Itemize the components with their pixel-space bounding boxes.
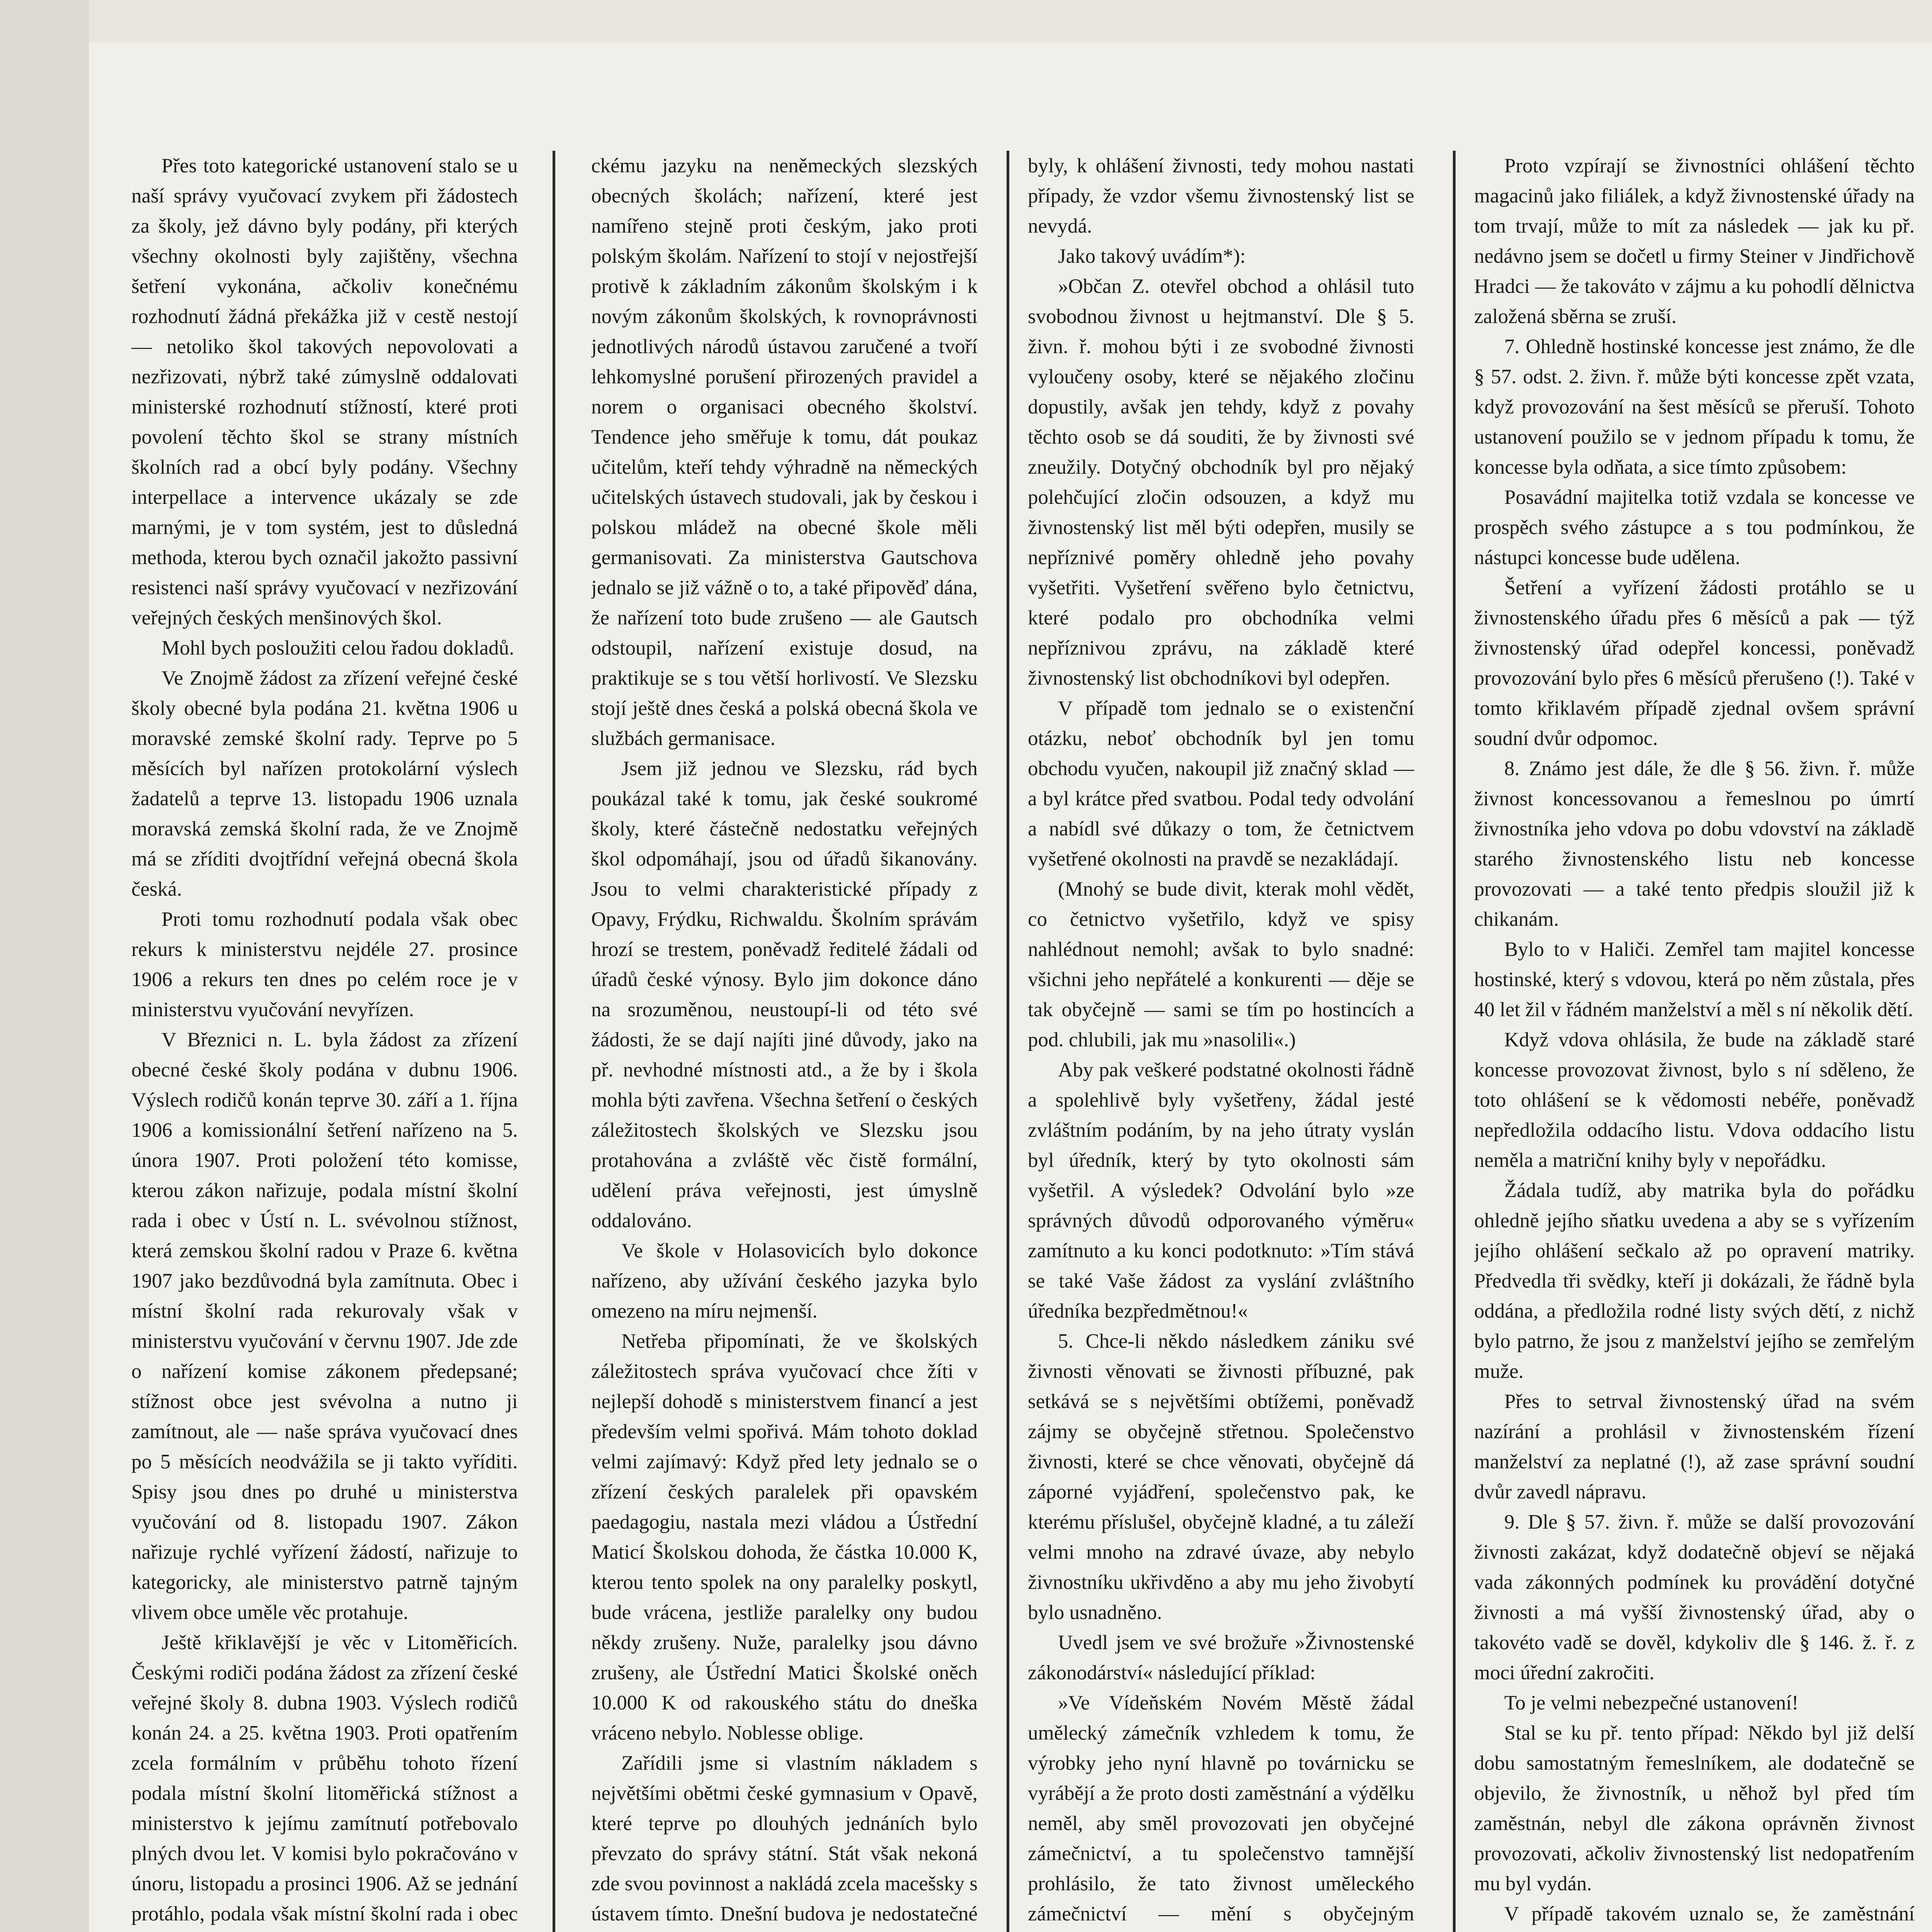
paragraph: Stal se ku př. tento případ: Někdo byl již delší dobu samostatným řemeslníkem, ale dodatečně se objevilo, že živnostník, u něhož byl před tím zaměstnán, nebyl dle zákona oprávněn živnost provozovati, ačkoliv živnostenský list nedopatřením mu byl vydán. xyxy=(1474,1722,1915,1895)
column-3 xyxy=(1028,151,1414,1932)
paragraph: 7. Ohledně hostinské koncesse jest známo, že dle § 57. odst. 2. živn. ř. může býti koncesse zpět vzata, když provozování na šest měsíců se přeruší. Tohoto ustanovení použilo se v jednom případu k tomu, že koncesse byla odňata, a sice tímto způsobem: xyxy=(1474,335,1915,478)
paragraph: Ve škole v Holasovicích bylo dokonce nařízeno, aby užívání českého jazyka bylo omezeno na míru nejmenší. xyxy=(591,1240,978,1322)
column-2 xyxy=(591,151,978,1932)
column-4 xyxy=(1474,151,1915,1932)
paragraph: byly, k ohlášení živnosti, tedy mohou nastati případy, že vzdor všemu živnostenský list se nevydá. xyxy=(1028,155,1414,237)
paragraph: V Březnici n. L. byla žádost za zřízení obecné české školy podána v dubnu 1906. Výslech rodičů konán teprve 30. září a 1. října 1906 a komissionální šetření nařízeno na 5. února 1907. Proti položení této komisse, kterou zákon nařizuje, podala místní školní rada i obec v Ústí n. L. svévolnou stížnost, která zemskou školní radou v Praze 6. května 1907 jako bezdůvodná byla zamítnuta. Obec i místní školní rada rekurovaly však v ministerstvu vyučování v červnu 1907. Jde zde o nařízení komise zákonem předepsané; stížnost obce jest svévolna a nutno ji zamítnout, ale — naše správa vyučovací dnes po 5 měsících neodvážila se ji takto vyříditi. Spisy jsou dnes po druhé u ministerstva vyučování od 8. listopadu 1907. Zákon nařizuje rychlé vyřízení žádostí, nařizuje to kategoricky, ale ministerstvo patrně tajným vlivem obce uměle věc protahuje. xyxy=(131,1029,518,1624)
paragraph: To je velmi nebezpečné ustanovení! xyxy=(1504,1692,1799,1714)
paragraph: Jsem již jednou ve Slezsku, rád bych poukázal také k tomu, jak české soukromé školy, které částečně nedostatku veřejných škol odpomáhají, jsou od úřadů šikanovány. Jsou to velmi charakteristické případy z Opavy, Frýdku, Richwaldu. Školním správám hrozí se trestem, poněvadž ředitelé žádali od úřadů české výnosy. Bylo jim dokonce dáno na srozuměnou, neustoupí-li od této své žádosti, že se dají najíti jiné důvody, jako na př. nevhodné místnosti atd., a že by i škola mohla býti zavřena. Všechna šetření o českých záležitostech školských ve Slezsku jsou protahována a zvláště věc čistě formální, udělení práva veřejnosti, jest úmyslně oddalováno. xyxy=(591,757,978,1232)
column-1 xyxy=(131,151,518,1932)
page-edge-top xyxy=(0,0,1932,43)
paragraph: Žádala tudíž, aby matrika byla do pořádku ohledně jejího sňatku uvedena a aby se s vyřízením jejího ohlášení sečkalo až po opravení matriky. Předvedla tři svědky, kteří ji dokázali, že řádně byla oddána, a předložila rodné listy svých dětí, z nichž bylo patrno, že jsou z manželství jejího se zemřelým muže. xyxy=(1474,1179,1915,1383)
paragraph: Aby pak veškeré podstatné okolnosti řádně a spolehlivě byly vyšetřeny, žádal jesté zvláštním podáním, by na jeho útraty vyslán byl úředník, který by tyto okolnosti sám vyšetřil. A výsledek? Odvolání bylo »ze správných důvodů odporovaného výměru« zamítnuto a ku konci podotknuto: »Tím stává se také Vaše žádost za vyslání zvláštního úředníka bezpředmětnou!« xyxy=(1028,1059,1414,1322)
paragraph: Posavádní majitelka totiž vzdala se koncesse ve prospěch svého zástupce a s tou podmínkou, že nástupci koncesse bude udělena. xyxy=(1474,486,1915,569)
paragraph: Proto vzpírají se živnostníci ohlášení těchto magacinů jako filiálek, a když živnostenské úřady na tom trvají, může to mít za následek — jak ku př. nedávno jsem se dočetl u firmy Steiner v Jindřichově Hradci — že takováto v zájmu a ku pohodlí dělnictva založená sběrna se zruší. xyxy=(1474,155,1915,328)
paragraph: 8. Známo jest dále, že dle § 56. živn. ř. může živnost koncessovanou a řemeslnou po úmrtí živnostníka jeho vdova po dobu vdovství na základě starého živnostenského listu neb koncesse provozovati — a také tento předpis sloužil již k chikanám. xyxy=(1474,757,1915,930)
paragraph: Proti tomu rozhodnutí podala však obec rekurs k ministerstvu nejdéle 27. prosince 1906 a rekurs ten dnes po celém roce je v ministerstvu vyučování nevyřízen. xyxy=(131,908,518,1021)
paragraph: »Ve Vídeňském Novém Městě žádal umělecký zámečník vzhledem k tomu, že výrobky jeho nyní hlavně po továrnicku se vyrábějí a že proto dosti zaměstnání a výdělku neměl, aby směl provozovati jen obyčejné zámečnictví, a tu společenstvo tamnější prohlásilo, že tato živnost uměleckého zámečnictví — mění s obyčejným xyxy=(1028,1692,1414,1925)
paragraph: Zařídili jsme si vlastním nákladem s největšími obětmi české gymnasium v Opavě, které teprve po dlouhých jednáních bylo převzato do správy státní. Stát však nekoná zde svou povinnost a nakládá zcela macešsky s ústavem tímto. Dnešní budova je nedostatečné xyxy=(591,1752,978,1925)
paragraph: Uvedl jsem ve své brožuře »Živnostenské zákonodárství« následující příklad: xyxy=(1028,1631,1414,1684)
paragraph: Přes toto kategorické ustanovení stalo se u naší správy vyučovací zvykem při žádostech za školy, jež dávno byly podány, při kterých všechny okolnosti byly zajištěny, všechna šetření vykonána, ačkoliv konečnému rozhodnutí žádná překážka již v cestě nestojí — netoliko škol takových nepovolovati a nezřizovati, nýbrž také zúmyslně oddalovati ministerské rozhodnutí stížností, které proti povolení těchto škol se strany místních školních rad a obcí byly podány. Všechny interpellace a intervence ukázaly se zde marnými, je v tom systém, jest to důsledná methoda, kterou bych označil jakožto passivní resistenci naší správy vyučovací v nezřizování veřejných českých menšinových škol. xyxy=(131,155,518,629)
paragraph: Přes to setrval živnostenský úřad na svém nazírání a prohlásil v živnostenském řízení manželství za neplatné (!), až zase správní soudní dvůr zavedl nápravu. xyxy=(1474,1390,1915,1503)
page-edge-left xyxy=(0,0,89,1932)
paragraph: Jako takový uvádím*): xyxy=(1058,245,1246,267)
column-rule xyxy=(553,151,555,1932)
paragraph: V případě tom jednalo se o existenční otázku, neboť obchodník byl jen tomu obchodu vyučen, nakoupil již značný sklad — a byl krátce před svatbou. Podal tedy odvolání a nabídl své důkazy o tom, že četnictvem vyšetřené okolnosti na pravdě se nezakládají. xyxy=(1028,697,1414,870)
paragraph: Bylo to v Haliči. Zemřel tam majitel koncesse hostinské, který s vdovou, která po něm zůstala, přes 40 let žil v řádném manželství a měl s ní několik dětí. xyxy=(1474,938,1915,1021)
paragraph: Ve Znojmě žádost za zřízení veřejné české školy obecné byla podána 21. května 1906 u moravské zemské školní rady. Teprve po 5 měsících byl nařízen protokolární výslech žadatelů a teprve 13. listopadu 1906 uznala moravská zemská školní rada, že ve Znojmě má se zříditi dvojtřídní veřejná obecná škola česká. xyxy=(131,667,518,900)
paragraph: Když vdova ohlásila, že bude na základě staré koncesse provozovat živnost, bylo s ní sděleno, že toto ohlášení se k vědomosti nebéře, poněvadž nepředložila oddacího listu. Vdova oddacího listu neměla a matriční knihy byly v nepořádku. xyxy=(1474,1029,1915,1172)
paragraph: V případě takovém uznalo se, že zaměstnání xyxy=(1504,1903,1915,1925)
paragraph: ckému jazyku na neněmeckých slezských obecných školách; nařízení, které jest namířeno stejně proti českým, jako proti polským školám. Nařízení to stojí v nejostřejší protivě k základním zákonům školským i k novým zákonům školských, k rovnoprávnosti jednotlivých národů ústavou zaručené a tvoří lehkomyslné porušení přirozených pravidel a norem o organisaci obecného školství. Tendence jeho směřuje k tomu, dát poukaz učitelům, kteří tehdy výhradně na německých učitelských ústavech studovali, jak by českou i polskou mládež na obecné škole měli germanisovati. Za ministerstva Gautschova jednalo se již vážně o to, a také připověď dána, že nařízení toto bude zrušeno — ale Gautsch odstoupil, nařízení existuje dosud, na praktikuje se s tou větší horlivostí. Ve Slezsku stojí ještě dnes česká a polská obecná škola ve službách germanisace. xyxy=(591,155,978,750)
column-rule xyxy=(1007,151,1009,1932)
column-rule xyxy=(1453,151,1456,1932)
paragraph: Netřeba připomínati, že ve školských záležitostech správa vyučovací chce žíti v nejlepší dohodě s ministerstvem financí a jest především velmi spořivá. Mám tohoto doklad velmi zajímavý: Když před lety jednalo se o zřízení českých paralelek při opavském paedagogiu, nastala mezi vládou a Ústřední Maticí Školskou dohoda, že částka 10.000 K, kterou tento spolek na ony paralelky poskytl, bude vrácena, jestliže paralelky ony budou někdy zrušeny. Nuže, paralelky jsou dávno zrušeny, ale Ústřední Matici Školské oněch 10.000 K od rakouského státu do dneška vráceno nebylo. Noblesse oblige. xyxy=(591,1330,978,1744)
paragraph: 9. Dle § 57. živn. ř. může se další provozování živnosti zakázat, když dodatečně objeví se nějaká vada zákonných podmínek ku provádění dotyčné živnosti a má vyšší živnostenský úřad, aby o takovéto vadě se dověl, kdykoliv dle § 146. ž. ř. z moci úřední zakročiti. xyxy=(1474,1511,1915,1684)
paragraph: 5. Chce-li někdo následkem zániku své živnosti věnovati se živnosti příbuzné, pak setkává se s největšími obtížemi, poněvadž zájmy se obyčejně střetnou. Společenstvo živnosti, které se chce věnovati, obyčejně dá záporné vyjádření, společenstvo pak, ke kterému příslušel, obyčejně kladné, a tu záleží velmi mnoho na zdravé úvaze, aby nebylo živnostníku ukřivděno a aby mu jeho živobytí bylo usnadněno. xyxy=(1028,1330,1414,1624)
paragraph: Mohl bych posloužiti celou řadou dokladů. xyxy=(162,637,514,659)
paragraph: Šetření a vyřízení žádosti protáhlo se u živnostenského úřadu přes 6 měsíců a pak — týž živnostenský úřad odepřel koncessi, poněvadž provozování bylo přes 6 měsíců přerušeno (!). Také v tomto křiklavém případě zjednal ovšem správní soudní dvůr odpomoc. xyxy=(1474,577,1915,750)
paragraph: »Občan Z. otevřel obchod a ohlásil tuto svobodnou živnost u hejtmanství. Dle § 5. živn. ř. mohou býti i ze svobodné živnosti vyloučeny osoby, které se nějakého zločinu dopustily, avšak jen tehdy, když z povahy těchto osob se dá souditi, že by živnosti své zneužily. Dotyčný obchodník byl pro nějaký polehčující zločin odsouzen, a když mu živnostenský list měl býti odepřen, musily se nepříznivé poměry ohledně jeho povahy vyšetřiti. Vyšetření svěřeno bylo četnictvu, které podalo pro obchodníka velmi nepříznivou zprávu, na základě které živnostenský list obchodníkovi byl odepřen. xyxy=(1028,275,1414,689)
paragraph: (Mnohý se bude divit, kterak mohl vědět, co četnictvo vyšetřilo, když ve spisy nahlédnout nemohl; avšak to bylo snadné: všichni jeho nepřátelé a konkurenti — děje se tak obyčejně — sami se tím po hostincích a pod. chlubili, jak mu »nasolili«.) xyxy=(1028,878,1414,1051)
paragraph: Ještě křiklavější je věc v Litoměřicích. Českými rodiči podána žádost za zřízení české veřejné školy 8. dubna 1903. Výslech rodičů konán 24. a 25. května 1903. Proti opatřením zcela formálním v průběhu tohoto řízení podala místní školní litoměřická stížnost a ministerstvo k jejímu zamítnutí potřebovalo plných dvou let. V komisi bylo pokračováno v únoru, listopadu a prosinci 1906. Až se jednání protáhlo, podala však místní školní rada i obec xyxy=(131,1631,518,1925)
